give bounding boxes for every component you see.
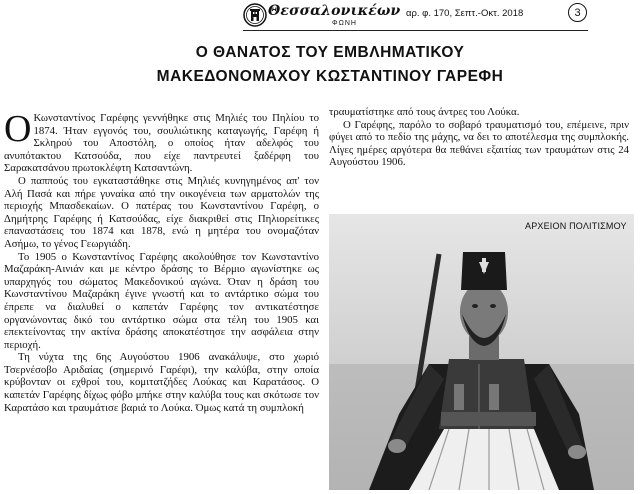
newspaper-title: Θεσσαλονικέων (268, 3, 401, 19)
fighter-portrait-image (329, 214, 634, 490)
title-line-1: Ο ΘΑΝΑΤΟΣ ΤΟΥ ΕΜΒΛΗΜΑΤΙΚΟΥ (195, 44, 465, 61)
right-column (329, 106, 629, 169)
article-title (100, 41, 560, 99)
photo-caption: ΑΡΧΕΙΟΝ ΠΟΛΙΤΙΣΜΟΥ (525, 221, 627, 231)
paragraph-4: Τη νύχτα της 6ης Αυγούστου 1906 ανακάλυψε, στο χωριό Τσερνέσοβο Αριδαίας (σημερινό Γαρέφι), την καλύβα, στην οποία κρύβονταν οι εχθροί του, κομιτατζήδες Λούκας και Καρατάσος. Ο καπετάν Γαρέφης δίχως φόβο μπήκε στην καλύβα τους και σκότωσε τον Καρατάσο και τραυμάτισε βαριά το Λούκα. Όμως κατά τη συμπλοκή (4, 351, 319, 414)
tower-logo-icon (243, 3, 267, 27)
paragraph-2: Ο παππούς του εγκαταστάθηκε στις Μηλιές κυνηγημένος απ' τον Αλή Πασά και πήρε γυναίκα από την οικογένεια των αρματολών της περιοχής Μπασδεκαίων. Ο πατέρας του Κωνσταντίνου Γαρέφη, ο Δημήτρης Γαρέφης ή Κατσούδας, είχε διακριθεί στις Πηλιορείτικες επαναστάσεις του 1874 και 1878, ενώ η μητέρα του ονομαζόταν Ασήμω, το γένος Γεωργιάδη. (4, 174, 319, 250)
portrait-photo (329, 214, 634, 490)
title-line-2: ΜΑΚΕΔΟΝΟΜΑΧΟΥ ΚΩΣΤΑΝΤΙΝΟΥ ΓΑΡΕΦΗ (156, 68, 504, 85)
page-number: 3 (568, 3, 587, 22)
drop-cap: Ο (4, 108, 32, 150)
issue-info: αρ. φ. 170, Σεπτ.-Οκτ. 2018 (406, 8, 524, 19)
newspaper-subtitle: ΦΩΝΗ (332, 20, 357, 27)
masthead (0, 0, 640, 36)
paragraph-5: τραυματίστηκε από τους άντρες του Λούκα. (329, 106, 520, 118)
paragraph-6: Ο Γαρέφης, παρόλο το σοβαρό τραυματισμό του, επέμεινε, πριν φύγει από το πεδίο της μάχης, να δει το αποτέλεσμα της συμπλοκής. Λίγες ημέρες αργότερα θα πεθάνει εξαιτίας των τραυμάτων στις 24 Αυγούστου 1906. (329, 118, 629, 169)
left-column (4, 108, 319, 414)
paragraph-1: Ο Κωνσταντίνος Γαρέφης γεννήθηκε στις Μηλιές του Πηλίου το 1874. Ήταν εγγονός του, σουλιώτικης καταγωγής, Γαρέφη ή Σκληρού του Αποστόλη, ο οποίος ήταν αδελφός του ανυπότακτου Κατσούδα, που είχε παντρευτεί ξαδέρφη του Σαρακατσάνου πρωτοκλέφτη Κατσαντώνη. (4, 108, 319, 175)
header-rule (243, 30, 588, 31)
paragraph-3: Το 1905 ο Κωνσταντίνος Γαρέφης ακολούθησε τον Κωνσταντίνο Μαζαράκη-Αινιάν και με κέντρο δράσης το Βέρμιο αγωνίστηκε ως υπαρχηγός του σώματος Μακεδονικού αγώνα. Όταν η δράση του Κωνσταντίνου Μαζαράκη έγινε γνωστή και το αντάρτικο σώμα του έπρεπε να διαλυθεί ο καπετάν Γαρέφης τον αντικατέστησε οργανώνοντας δικό του αντάρτικο σώμα στα τέλη του 1905 και επεκτείνοντας την ακτίνα δράσης αποκατέστησε την ασφάλεια στην περιοχή. (4, 250, 319, 351)
